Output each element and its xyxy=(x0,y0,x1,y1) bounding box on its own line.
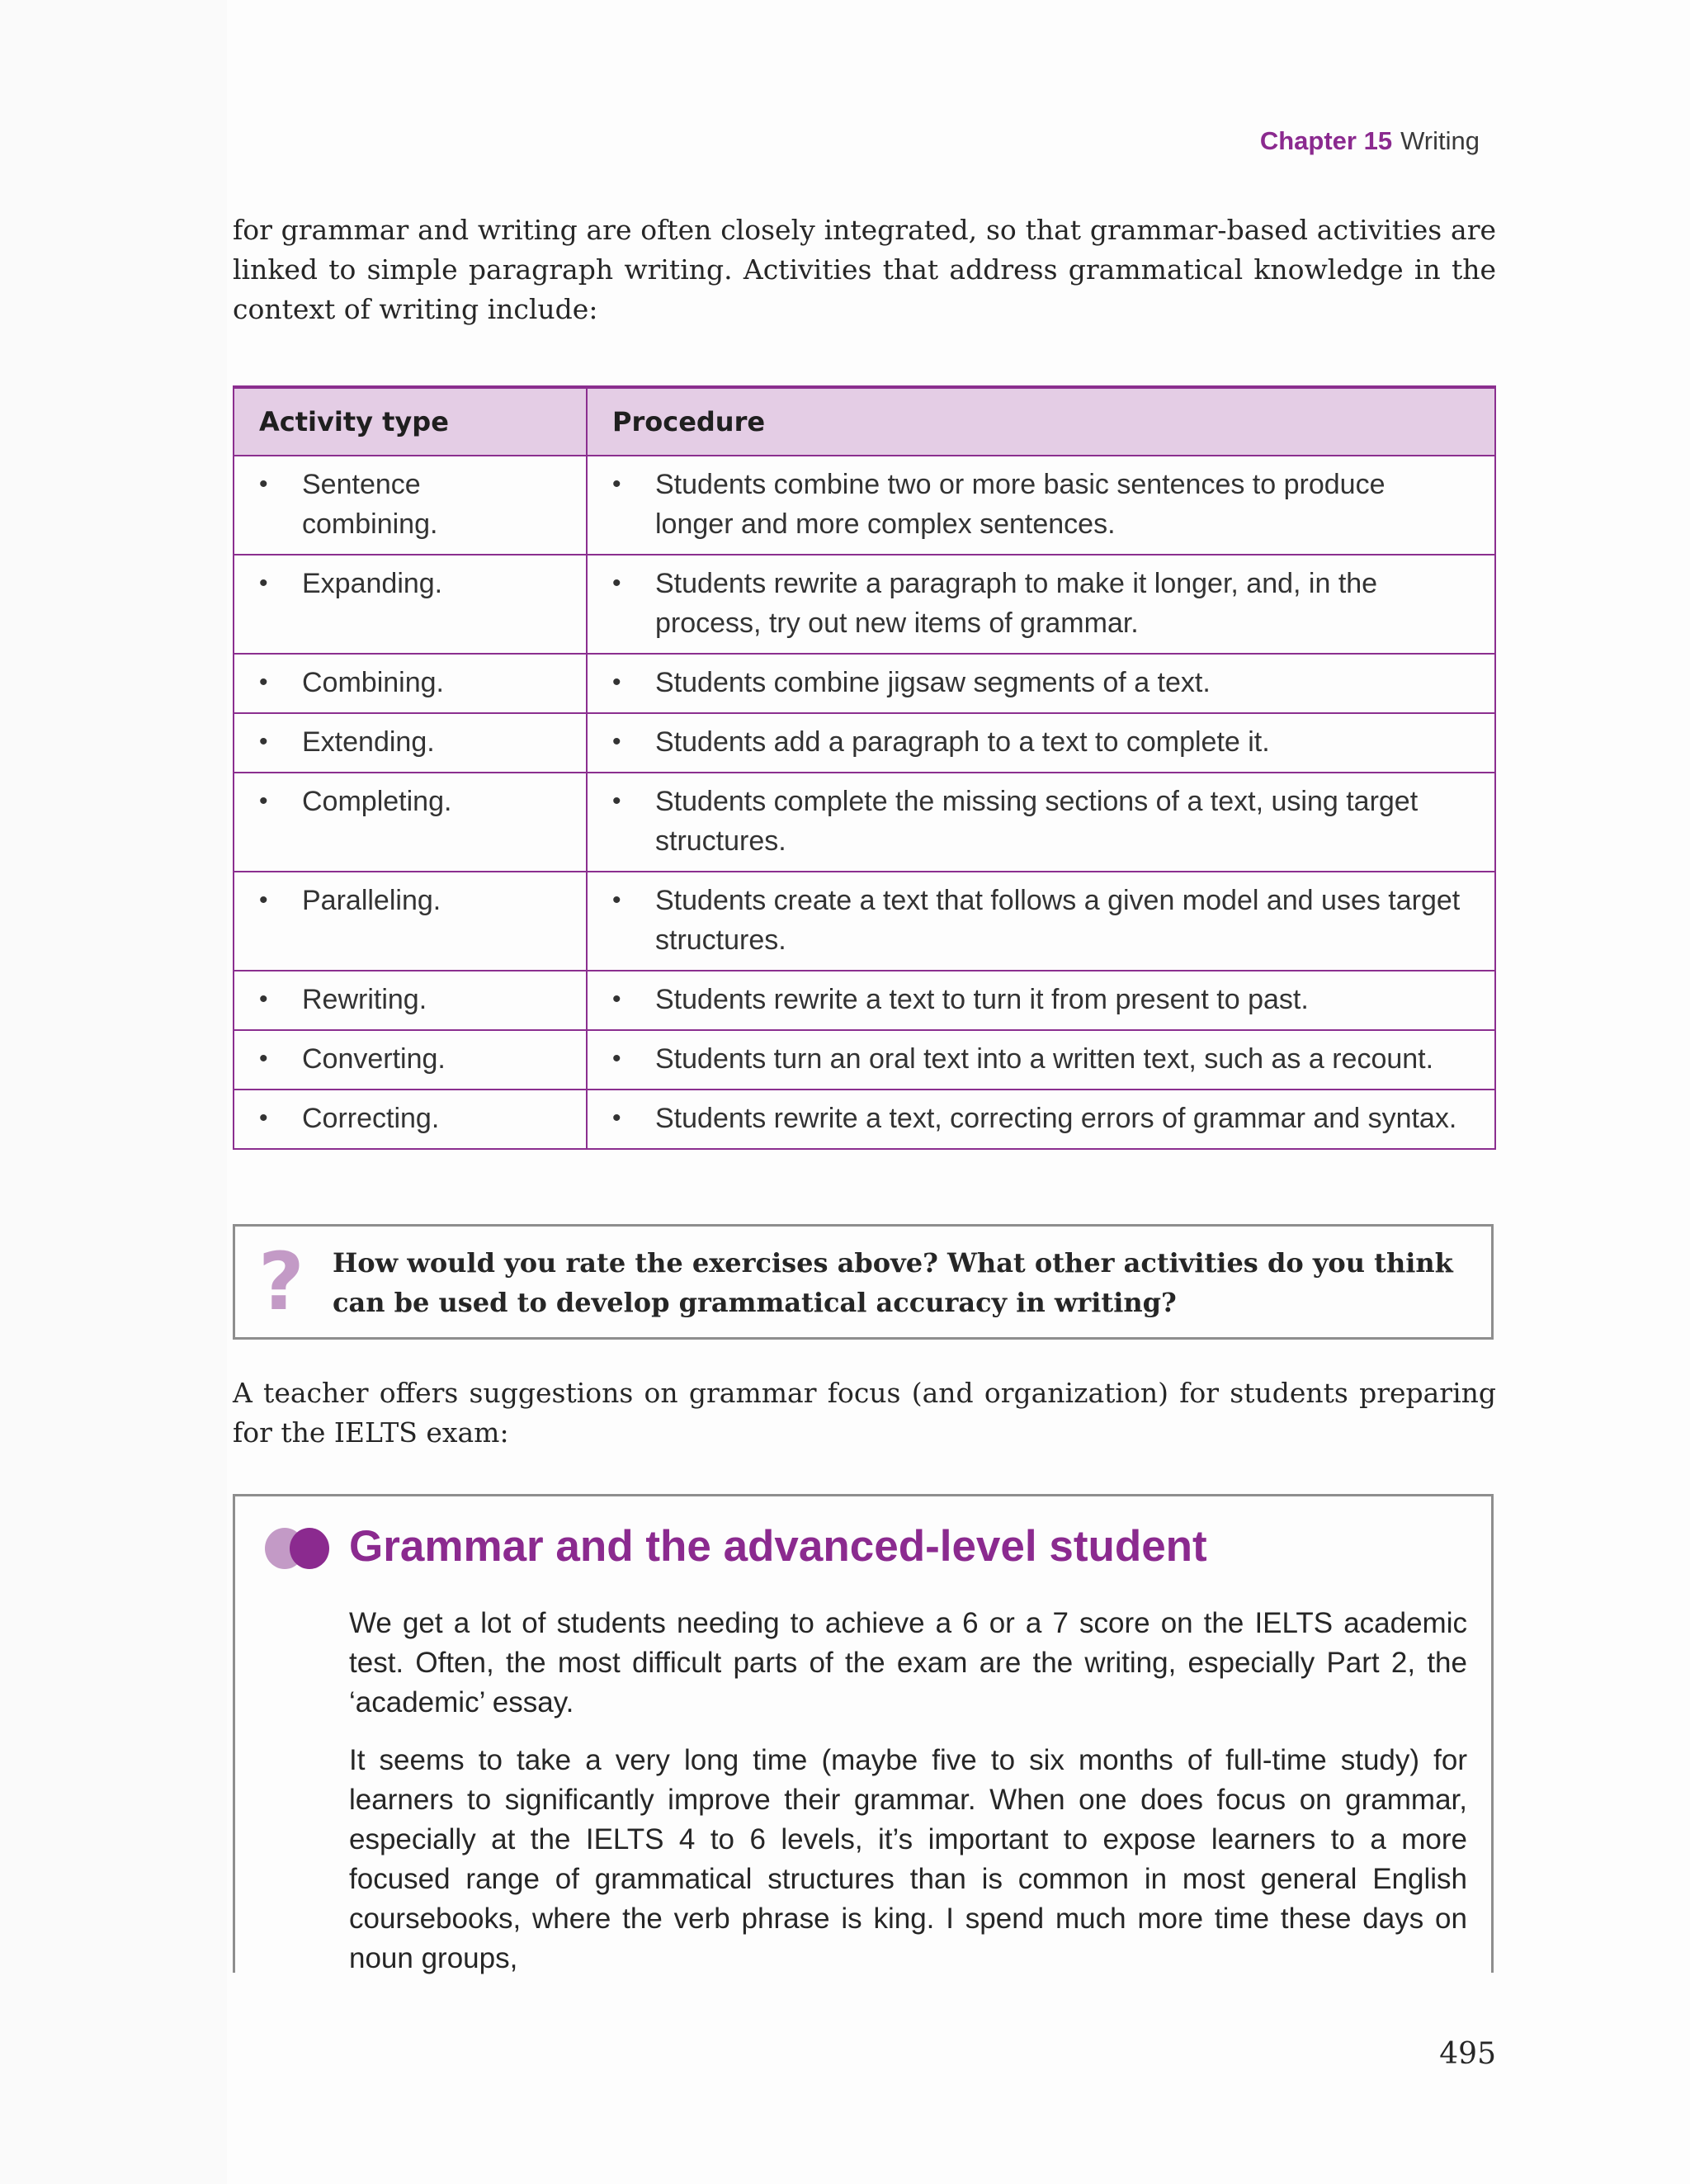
procedure-cell xyxy=(587,971,1495,1030)
table-row xyxy=(234,654,1495,713)
bullet-icon: • xyxy=(259,669,268,696)
bullet-icon: • xyxy=(259,986,268,1013)
bullet-icon: • xyxy=(612,787,621,815)
bullet-item xyxy=(612,782,1470,861)
table-row xyxy=(234,971,1495,1030)
activity-cell xyxy=(234,1090,587,1149)
bullet-item xyxy=(612,1099,1470,1138)
bullet-item xyxy=(612,1039,1470,1079)
panel-title: Grammar and the advanced-level student xyxy=(349,1522,1207,1571)
procedure-cell-text: Students combine jigsaw segments of a text. xyxy=(655,667,1211,698)
activities-table xyxy=(233,385,1496,1150)
bullet-icon: • xyxy=(259,1045,268,1072)
table-row xyxy=(234,872,1495,971)
page-edge-shade xyxy=(0,0,227,2184)
procedure-cell xyxy=(587,456,1495,555)
table-row xyxy=(234,713,1495,773)
activity-cell xyxy=(234,971,587,1030)
table-row xyxy=(234,456,1495,555)
procedure-cell xyxy=(587,555,1495,654)
procedure-cell-text: Students combine two or more basic sentences to produce longer and more complex sentences. xyxy=(655,469,1386,540)
procedure-cell xyxy=(587,654,1495,713)
bullet-item xyxy=(612,663,1470,702)
bullet-icon: • xyxy=(259,728,268,755)
activity-cell xyxy=(234,872,587,971)
bullet-item xyxy=(259,465,561,544)
table-row xyxy=(234,1030,1495,1090)
speech-bubbles-icon xyxy=(263,1525,331,1572)
procedure-cell-text: Students rewrite a text to turn it from present to past. xyxy=(655,984,1309,1015)
bullet-item xyxy=(612,980,1470,1019)
page-number: 495 xyxy=(1439,2037,1496,2071)
activity-cell-text: Combining. xyxy=(302,667,444,698)
running-head xyxy=(1260,126,1480,156)
activity-cell xyxy=(234,654,587,713)
activity-cell xyxy=(234,456,587,555)
section-label: Writing xyxy=(1400,126,1480,155)
chapter-label: Chapter 15 xyxy=(1259,126,1393,155)
bullet-item xyxy=(259,782,561,821)
table-body xyxy=(234,456,1495,1149)
bullet-item xyxy=(259,722,561,762)
procedure-cell xyxy=(587,872,1495,971)
procedure-cell xyxy=(587,1090,1495,1149)
procedure-cell-text: Students rewrite a text, correcting errors of grammar and syntax. xyxy=(655,1103,1457,1134)
header-activity-type: Activity type xyxy=(234,387,587,456)
bullet-item xyxy=(259,1099,561,1138)
bullet-icon: • xyxy=(259,1104,268,1132)
bullet-icon: • xyxy=(612,886,621,914)
bullet-icon: • xyxy=(612,1045,621,1072)
procedure-cell xyxy=(587,773,1495,872)
bullet-icon: • xyxy=(612,570,621,597)
reflection-question-text: How would you rate the exercises above? What other activities do you think can be used to develop grammatical accuracy in writing? xyxy=(333,1247,1453,1318)
activity-cell-text: Rewriting. xyxy=(302,984,427,1015)
bullet-icon: • xyxy=(259,570,268,597)
procedure-cell-text: Students create a text that follows a given model and uses target structures. xyxy=(655,885,1461,956)
activity-cell-text: Converting. xyxy=(302,1043,446,1075)
bullet-item xyxy=(259,663,561,702)
bullet-item xyxy=(612,881,1470,960)
activity-cell xyxy=(234,713,587,773)
bullet-icon: • xyxy=(612,669,621,696)
activity-cell-text: Completing. xyxy=(302,786,452,817)
activity-cell-text: Sentence combining. xyxy=(302,469,438,540)
procedure-cell xyxy=(587,1030,1495,1090)
activity-cell-text: Correcting. xyxy=(302,1103,440,1134)
procedure-cell-text: Students rewrite a paragraph to make it longer, and, in the process, try out new items of grammar. xyxy=(655,568,1378,639)
bullet-icon: • xyxy=(259,787,268,815)
activity-cell xyxy=(234,1030,587,1090)
panel-body xyxy=(349,1604,1467,1997)
bullet-item xyxy=(612,564,1470,643)
lead-paragraph: A teacher offers suggestions on grammar focus (and organization) for students preparing for the IELTS exam: xyxy=(233,1377,1496,1449)
bullet-item xyxy=(259,564,561,603)
table-row xyxy=(234,1090,1495,1149)
bullet-icon: • xyxy=(612,728,621,755)
procedure-cell xyxy=(587,713,1495,773)
intro-paragraph: for grammar and writing are often closely integrated, so that grammar-based activities are linked to simple paragraph writing. Activities that address grammatical knowledge in the context of writing include: xyxy=(233,214,1496,325)
bullet-icon: • xyxy=(612,1104,621,1132)
activity-cell xyxy=(234,555,587,654)
panel-paragraph: It seems to take a very long time (maybe five to six months of full-time study) for learners to significantly improve their grammar. When one does focus on grammar, especially at the IELTS 4 to 6 levels, it’s important to expose learners to a more focused range of grammatical structures than is common in most general English coursebooks, where the verb phrase is king. I spend much more time these days on noun groups, xyxy=(349,1744,1467,1974)
panel-paragraph: We get a lot of students needing to achieve a 6 or a 7 score on the IELTS academic test. Often, the most difficult parts of the exam are the writing, especially Part 2, the ‘academic’ essay. xyxy=(349,1607,1467,1718)
table-header-row xyxy=(234,387,1495,456)
bullet-item xyxy=(259,881,561,920)
bullet-icon: • xyxy=(612,470,621,498)
reflection-question-box xyxy=(233,1224,1494,1340)
bullet-icon: • xyxy=(612,986,621,1013)
activity-cell-text: Extending. xyxy=(302,726,435,758)
table-row xyxy=(234,773,1495,872)
activity-cell-text: Expanding. xyxy=(302,568,443,599)
bullet-item xyxy=(259,1039,561,1079)
activity-cell-text: Paralleling. xyxy=(302,885,441,916)
bullet-icon: • xyxy=(259,470,268,498)
activity-cell xyxy=(234,773,587,872)
header-procedure: Procedure xyxy=(587,387,1495,456)
teacher-voice-panel xyxy=(233,1494,1494,1973)
table-row xyxy=(234,555,1495,654)
procedure-cell-text: Students turn an oral text into a written text, such as a recount. xyxy=(655,1043,1434,1075)
bullet-item xyxy=(612,465,1470,544)
bullet-icon: • xyxy=(259,886,268,914)
bullet-item xyxy=(612,722,1470,762)
bullet-item xyxy=(259,980,561,1019)
procedure-cell-text: Students complete the missing sections of a text, using target structures. xyxy=(655,786,1419,857)
procedure-cell-text: Students add a paragraph to a text to complete it. xyxy=(655,726,1270,758)
question-mark-icon: ? xyxy=(258,1236,304,1328)
